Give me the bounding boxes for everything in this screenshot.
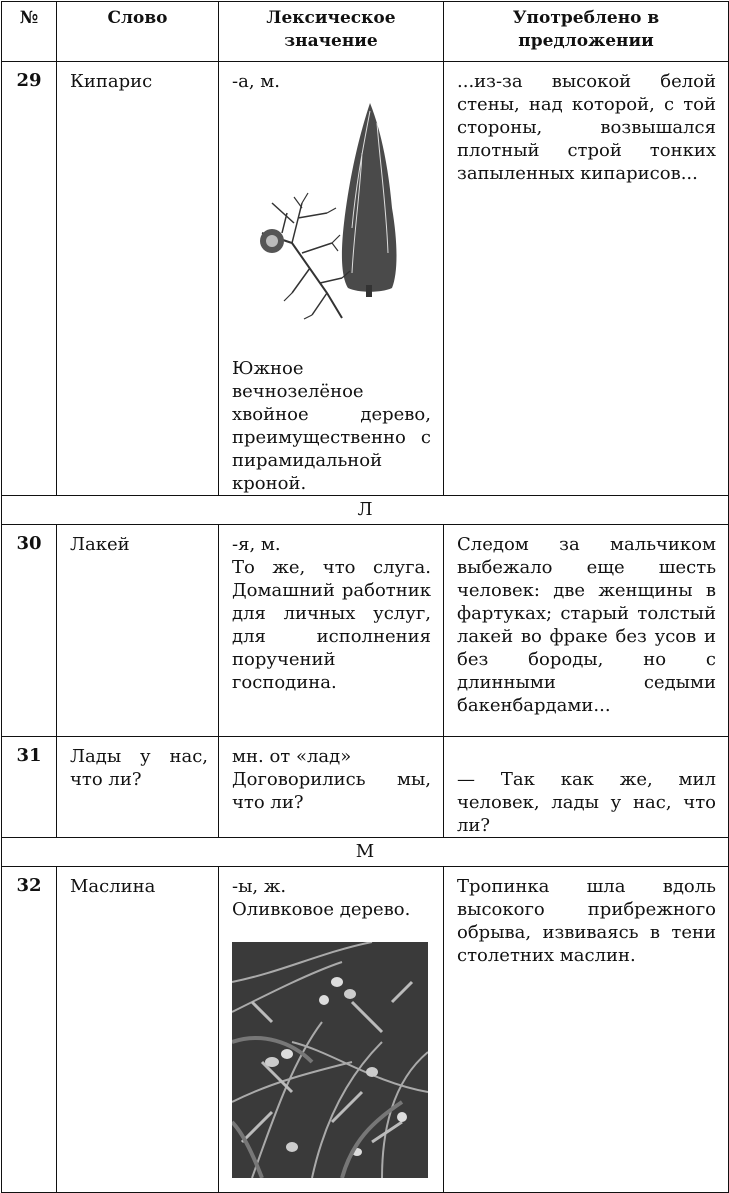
row-meaning — [219, 867, 444, 1193]
header-num: № — [2, 2, 57, 62]
row-number: 30 — [2, 525, 57, 737]
row-usage: ...из-за высокой белой стены, над которой, с той стороны, возвышался плотный строй тонких запыленных кипарисов... — [444, 62, 729, 496]
table-row — [2, 62, 729, 496]
row-meaning — [219, 737, 444, 838]
section-letter: Л — [2, 496, 729, 525]
table-row — [2, 867, 729, 1193]
cypress-illustration — [232, 93, 432, 323]
row-word: Лады у нас, что ли? — [57, 737, 219, 838]
row-meaning — [219, 525, 444, 737]
section-letter: М — [2, 838, 729, 867]
row-word: Лакей — [57, 525, 219, 737]
olive-branch-photo — [232, 942, 428, 1178]
row-usage: Тропинка шла вдоль высокого прибрежного обрыва, извиваясь в тени столетних маслин. — [444, 867, 729, 1193]
row-meaning — [219, 62, 444, 496]
row-grammar: -ы, ж. — [232, 876, 287, 897]
vocabulary-table — [1, 1, 729, 1193]
section-row — [2, 496, 729, 525]
row-grammar: -а, м. — [232, 71, 280, 92]
table-row — [2, 737, 729, 838]
table-row — [2, 525, 729, 737]
header-word: Слово — [57, 2, 219, 62]
header-meaning: Лексическое значение — [219, 2, 444, 62]
row-definition: Оливковое дерево. — [232, 899, 411, 920]
row-definition: То же, что слуга. Домашний работник для личных услуг, для исполнения поручений господина. — [232, 557, 431, 693]
row-number: 31 — [2, 737, 57, 838]
row-word: Маслина — [57, 867, 219, 1193]
section-row — [2, 838, 729, 867]
row-word: Кипарис — [57, 62, 219, 496]
row-number: 32 — [2, 867, 57, 1193]
row-usage: — Так как же, мил человек, лады у нас, что ли? — [444, 737, 729, 838]
row-usage: Следом за мальчиком выбежало еще шесть человек: две женщины в фартуках; старый толстый лакей во фраке без усов и без бороды, но с длинными седыми бакенбардами... — [444, 525, 729, 737]
row-definition: Южное вечнозелёное хвойное дерево, преимущественно с пирамидальной кроной. — [232, 358, 431, 494]
row-number: 29 — [2, 62, 57, 496]
header-row — [2, 2, 729, 62]
row-definition: Договорились мы, что ли? — [232, 769, 431, 813]
row-grammar: мн. от «лад» — [232, 746, 352, 767]
row-grammar: -я, м. — [232, 534, 281, 555]
header-usage: Употреблено в предложении — [444, 2, 729, 62]
